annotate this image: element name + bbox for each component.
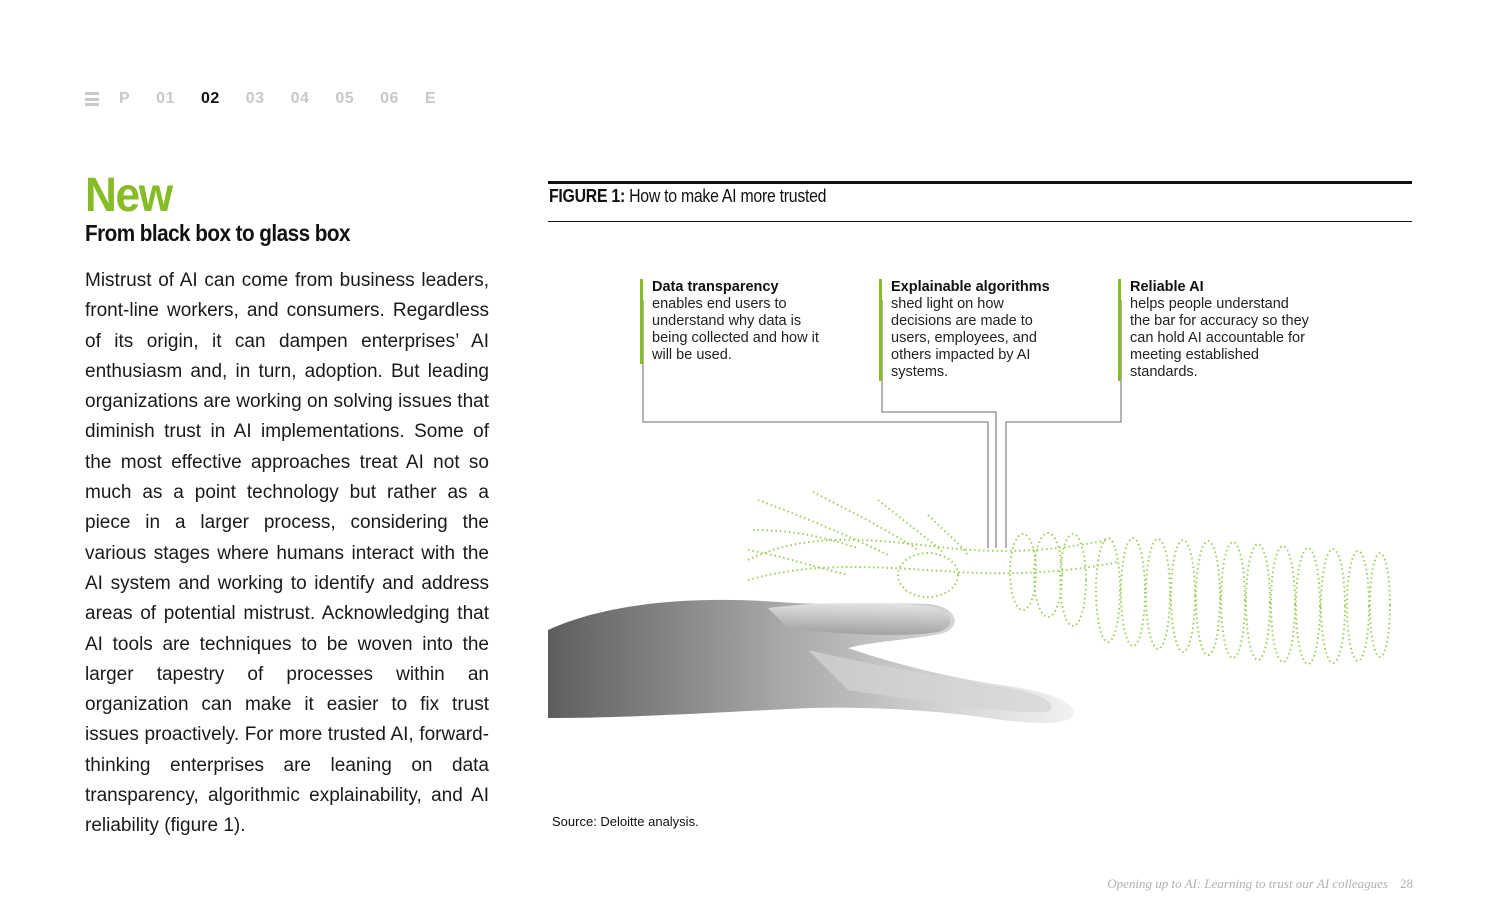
figure-title-text: How to make AI more trusted: [629, 186, 827, 206]
page-footer: [1107, 876, 1413, 892]
callout-data-transparency: [640, 279, 827, 364]
nav-item-05[interactable]: 05: [335, 90, 355, 107]
callout-title: Reliable AI: [1130, 279, 1204, 295]
callout-reliable-ai: [1118, 279, 1310, 381]
figure-bottom-rule: [548, 221, 1412, 222]
figure-top-rule: [548, 181, 1412, 184]
figure-source: Source: Deloitte analysis.: [552, 814, 699, 829]
nav-item-01[interactable]: 01: [156, 90, 175, 107]
body-paragraph: Mistrust of AI can come from business leaders, front-line workers, and consumers. Regardless of its origin, it can dampen enterprises’ AI enthusiasm and, in turn, adoption. But leading organizations are working on solving issues that diminish trust in AI implementations. Some of the most effective approaches treat AI not so much as a point technology but rather as a piece in a larger process, considering the various stages where humans interact with the AI system and working to identify and address areas of potential mistrust. Acknowledging that AI tools are techniques to be woven into the larger tapestry of processes within an organization can make it easier to fix trust issues proactively. For more trusted AI, forward-thinking enterprises are leaning on data transparency, algorithmic explainability, and AI reliability (figure 1).: [85, 270, 489, 837]
section-nav: [85, 90, 462, 108]
figure-illustration: [548, 230, 1412, 790]
photo-hand: [548, 600, 1074, 723]
section-kicker: New: [85, 169, 172, 222]
nav-item-06[interactable]: 06: [380, 90, 399, 107]
nav-item-02[interactable]: 02: [200, 90, 220, 107]
nav-item-e[interactable]: E: [424, 90, 437, 107]
running-title: Opening up to AI: Learning to trust our AI colleagues: [1107, 876, 1388, 891]
nav-item-p[interactable]: P: [119, 90, 131, 107]
hamburger-menu-icon[interactable]: [85, 92, 99, 106]
callout-title: Explainable algorithms: [891, 279, 1050, 295]
callout-explainable-algorithms: [879, 279, 1066, 381]
callout-text: helps people understand the bar for accuracy so they can hold AI accountable for meeting established standards.: [1130, 296, 1309, 380]
callout-title: Data transparency: [652, 279, 779, 295]
nav-item-04[interactable]: 04: [290, 90, 310, 107]
callout-text: enables end users to understand why data is being collected and how it will be used.: [652, 296, 819, 363]
nav-item-03[interactable]: 03: [245, 90, 265, 107]
callout-text: shed light on how decisions are made to users, employees, and others impacted by AI systems.: [891, 296, 1037, 380]
figure-title: [549, 186, 826, 207]
page-number: 28: [1400, 876, 1413, 891]
figure-label: FIGURE 1:: [549, 186, 625, 206]
section-subtitle: From black box to glass box: [85, 220, 350, 246]
